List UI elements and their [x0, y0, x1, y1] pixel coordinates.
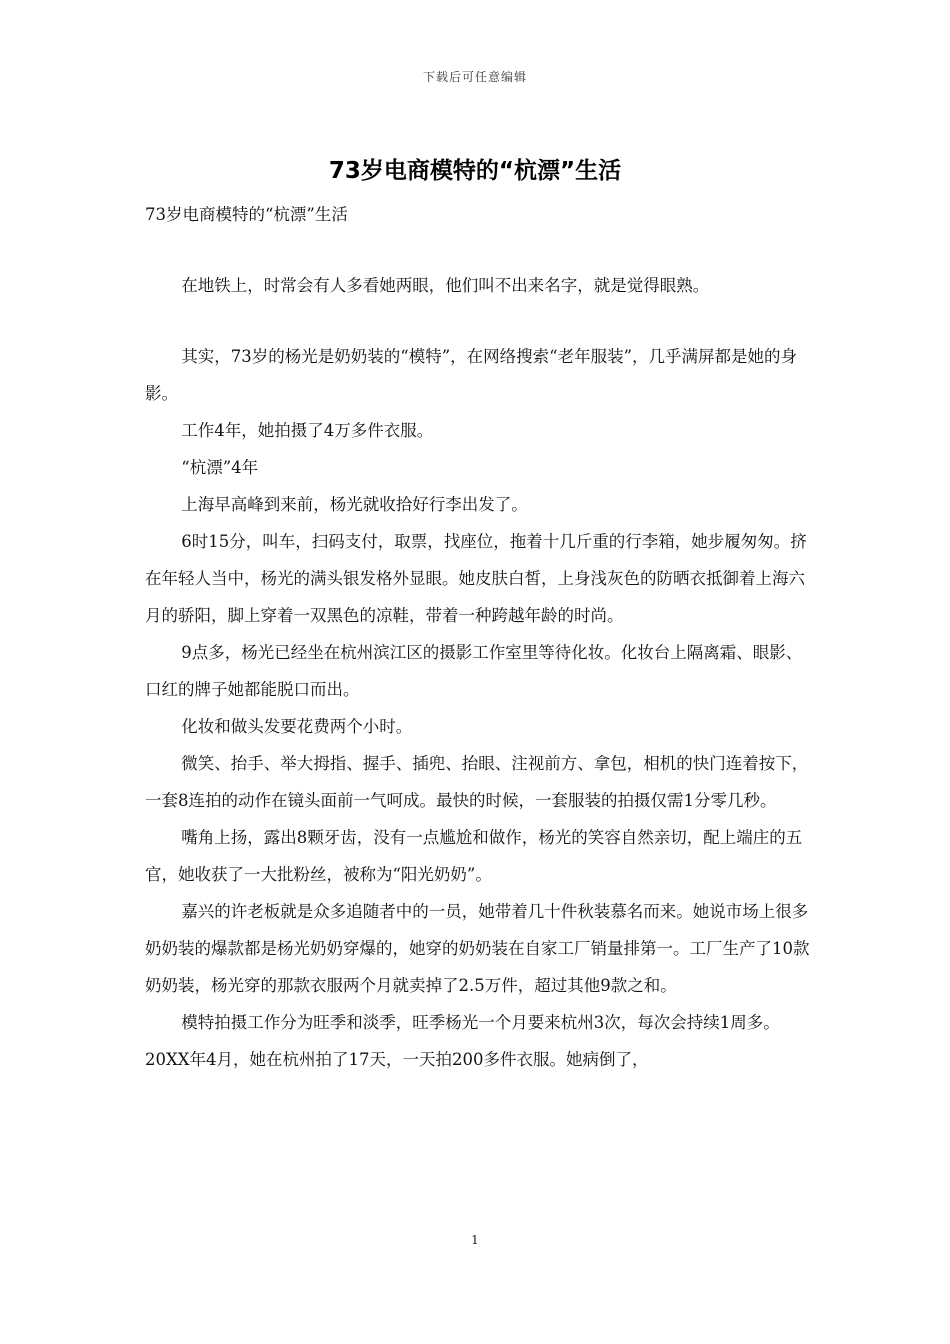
document-body — [145, 196, 813, 1078]
paragraph: 上海早高峰到来前，杨光就收拾好行李出发了。 — [181, 495, 528, 514]
paragraph-gap — [145, 233, 813, 267]
paragraph: 6时15分，叫车，扫码支付，取票，找座位，拖着十几斤重的行李箱，她步履匆匆。挤在年轻人当中，杨光的满头银发格外显眼。她皮肤白皙，上身浅灰色的防晒衣抵御着上海六月的骄阳，脚上穿着一双黑色的凉鞋，带着一种跨越年龄的时尚。 — [145, 532, 807, 625]
paragraph-gap — [145, 304, 813, 338]
paragraph: 嘉兴的许老板就是众多追随者中的一员，她带着几十件秋装慕名而来。她说市场上很多奶奶装的爆款都是杨光奶奶穿爆的，她穿的奶奶装在自家工厂销量排第一。工厂生产了10款奶奶装，杨光穿的那款衣服两个月就卖掉了2.5万件，超过其他9款之和。 — [145, 902, 810, 995]
subtitle-line: 73岁电商模特的“杭漂”生活 — [145, 205, 348, 224]
paragraph: 嘴角上扬，露出8颗牙齿，没有一点尴尬和做作，杨光的笑容自然亲切，配上端庄的五官，她收获了一大批粉丝，被称为“阳光奶奶”。 — [145, 828, 803, 884]
document-title: 73岁电商模特的“杭漂”生活 — [328, 158, 622, 184]
paragraph: 微笑、抬手、举大拇指、握手、插兜、抬眼、注视前方、拿包，相机的快门连着按下，一套8连拍的动作在镜头面前一气呵成。最快的时候，一套服装的拍摄仅需1分零几秒。 — [145, 754, 809, 810]
paragraph: 工作4年，她拍摄了4万多件衣服。 — [181, 421, 434, 440]
page-number: 1 — [471, 1233, 479, 1247]
paragraph: 模特拍摄工作分为旺季和淡季，旺季杨光一个月要来杭州3次，每次会持续1周多。20XX年4月，她在杭州拍了17天，一天拍200多件衣服。她病倒了， — [145, 1013, 780, 1069]
paragraph: 其实，73岁的杨光是奶奶装的“模特”，在网络搜索“老年服装”，几乎满屏都是她的身影。 — [145, 347, 798, 403]
header-note: 下载后可任意编辑 — [422, 70, 527, 84]
paragraph: 在地铁上，时常会有人多看她两眼，他们叫不出来名字，就是觉得眼熟。 — [181, 276, 710, 295]
section-heading: “杭漂”4年 — [181, 458, 259, 477]
paragraph: 9点多，杨光已经坐在杭州滨江区的摄影工作室里等待化妆。化妆台上隔离霜、眼影、口红的牌子她都能脱口而出。 — [145, 643, 803, 699]
paragraph: 化妆和做头发要花费两个小时。 — [181, 717, 413, 736]
